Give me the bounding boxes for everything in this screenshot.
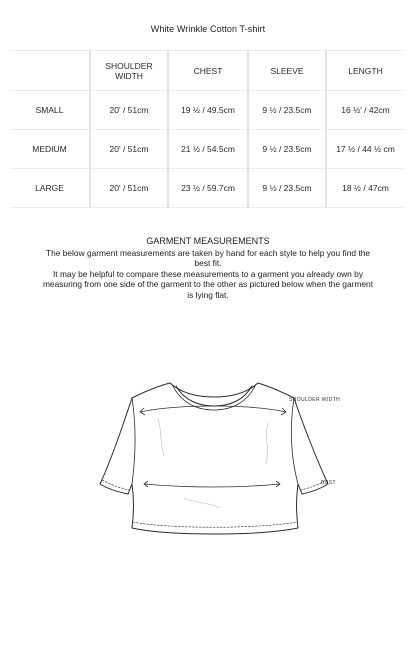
table-header-row [10,51,404,91]
size-label: LARGE [10,169,90,208]
chest-value: 21 ½ / 54.5cm [168,130,248,169]
length-value: 16 ½' / 42cm [326,91,404,130]
measurement-intro-text: The below garment measurements are taken by hand for each style to help you find the best fit. [45,247,371,268]
header-sleeve: SLEEVE [248,51,326,91]
bust-arrow [144,481,280,487]
size-chart-table [10,50,404,208]
length-value: 18 ½ / 47cm [326,169,404,208]
header-size [10,51,90,91]
table-row [10,169,404,208]
shoulder-value: 20' / 51cm [90,169,168,208]
size-label: SMALL [10,91,90,130]
tshirt-measurement-diagram [88,378,348,556]
tshirt-illustration [88,378,348,556]
measurement-instructions-text: It may be helpful to compare these measurements to a garment you already own by measuring from one side of the garment to the other as pictured below when the garment is lying flat. [42,268,374,300]
chest-value: 19 ½ / 49.5cm [168,91,248,130]
chest-value: 23 ½ / 59.7cm [168,169,248,208]
size-label: MEDIUM [10,130,90,169]
shoulder-value: 20' / 51cm [90,91,168,130]
garment-measurements-section [40,236,376,300]
table-row [10,130,404,169]
shoulder-width-label: SHOULDER WIDTH [289,397,341,403]
header-shoulder-width: SHOULDER WIDTH [90,51,168,91]
header-length: LENGTH [326,51,404,91]
shoulder-width-arrow [140,406,286,415]
table-row [10,91,404,130]
length-value: 17 ½ / 44 ½ cm [326,130,404,169]
shoulder-value: 20' / 51cm [90,130,168,169]
sleeve-value: 9 ½ / 23.5cm [248,169,326,208]
bust-label: BUST [321,480,336,486]
sleeve-value: 9 ½ / 23.5cm [248,130,326,169]
header-chest: CHEST [168,51,248,91]
section-heading: GARMENT MEASUREMENTS [146,236,270,246]
sleeve-value: 9 ½ / 23.5cm [248,91,326,130]
product-title: White Wrinkle Cotton T-shirt [150,24,266,34]
